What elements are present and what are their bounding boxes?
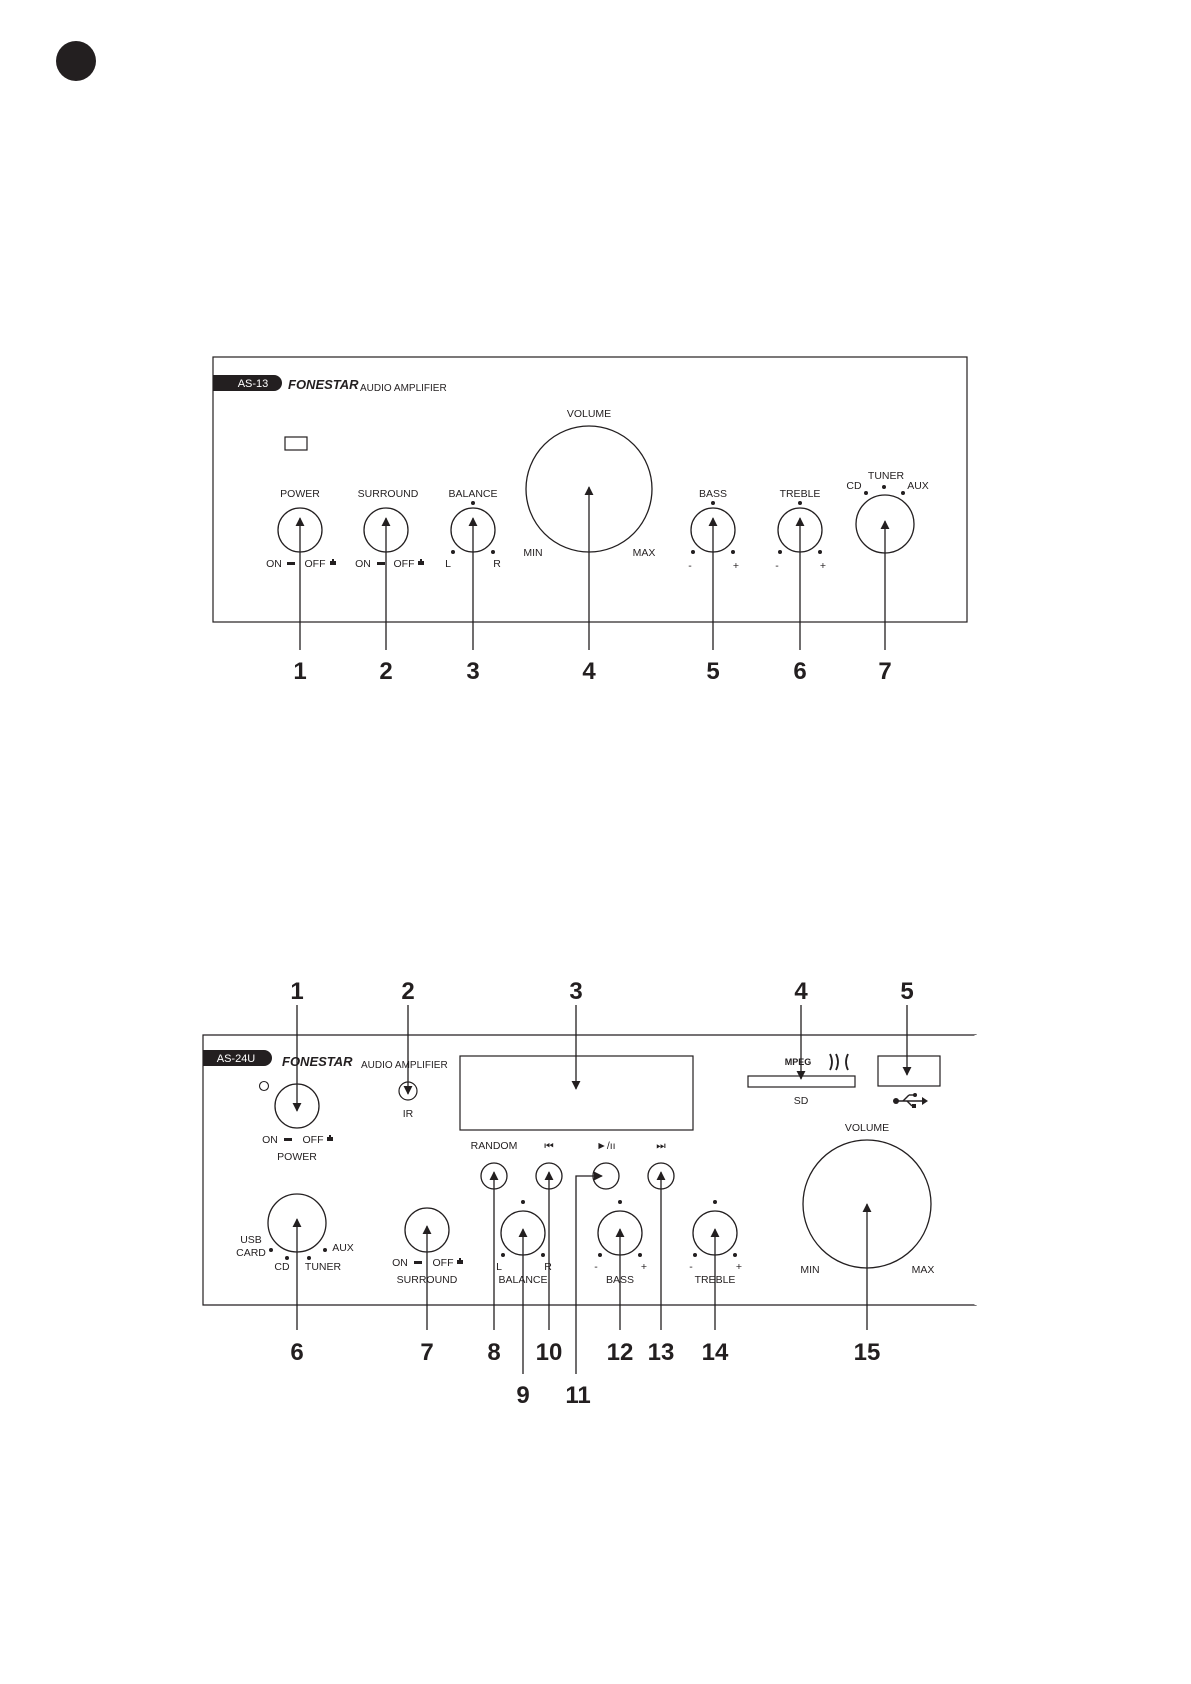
as13-tuner-label: TUNER bbox=[867, 470, 905, 482]
as24u-usb-port[interactable] bbox=[878, 1056, 940, 1086]
as24u-power-on-label: ON bbox=[262, 1134, 278, 1146]
as24u-treble-plus-label: + bbox=[735, 1261, 743, 1273]
as24u-mpeg-waves-icon bbox=[830, 1054, 848, 1070]
as13-callout-7: 7 bbox=[878, 658, 892, 685]
as13-treble-plus-label: + bbox=[819, 560, 827, 572]
as13-callouts bbox=[293, 658, 891, 685]
as13-brand-logo: FONESTAR bbox=[288, 377, 359, 392]
as13-power-on-label: ON bbox=[266, 558, 282, 570]
as13-power-off-label: OFF bbox=[304, 558, 326, 570]
as13-balance-l-label: L bbox=[445, 558, 451, 570]
as24u-callout-10: 10 bbox=[535, 1339, 563, 1366]
as13-volume-max-label: MAX bbox=[632, 547, 656, 559]
as24u-volume-max-label: MAX bbox=[911, 1264, 935, 1276]
as24u-callout-8: 8 bbox=[487, 1339, 501, 1366]
as13-callout-6: 6 bbox=[793, 658, 807, 685]
as24u-usb-label: USB bbox=[240, 1234, 262, 1246]
as24u-bass-label: BASS bbox=[605, 1274, 635, 1286]
as13-surround-on-label: ON bbox=[355, 558, 371, 570]
as24u-model-label: AS-24U bbox=[216, 1053, 256, 1065]
as24u-callout-15: 15 bbox=[853, 1339, 881, 1366]
as24u-cd-label: CD bbox=[274, 1261, 290, 1273]
as24u-surround-on-label: ON bbox=[392, 1257, 408, 1269]
as24u-balance-r-label: R bbox=[544, 1261, 552, 1273]
as13-power-label: POWER bbox=[280, 488, 320, 500]
as13-volume-label: VOLUME bbox=[566, 408, 612, 420]
as13-callout-4: 4 bbox=[582, 658, 596, 685]
as24u-subtitle: AUDIO AMPLIFIER bbox=[361, 1060, 448, 1071]
as24u-callout-5: 5 bbox=[900, 978, 914, 1005]
as24u-mpeg-logo: MPEG bbox=[784, 1057, 812, 1067]
as24u-power-label: POWER bbox=[277, 1151, 317, 1163]
as13-bass-label: BASS bbox=[698, 488, 728, 500]
as13-callout-2: 2 bbox=[379, 658, 393, 685]
as13-balance-label: BALANCE bbox=[448, 488, 498, 500]
as24u-bass-minus-label: - bbox=[594, 1261, 598, 1273]
as24u-treble-minus-label: - bbox=[689, 1261, 693, 1273]
as24u-front-panel bbox=[203, 1035, 976, 1305]
as24u-brand-logo: FONESTAR bbox=[282, 1054, 353, 1069]
as13-model-label: AS-13 bbox=[237, 378, 269, 390]
as24u-balance-l-label: L bbox=[496, 1261, 502, 1273]
usb-icon bbox=[893, 1093, 928, 1108]
as13-aux-label: AUX bbox=[907, 480, 929, 492]
as13-callout-5: 5 bbox=[706, 658, 720, 685]
as13-treble-minus-label: - bbox=[775, 560, 779, 572]
as24u-callout-11: 11 bbox=[565, 1382, 591, 1409]
as24u-treble-label: TREBLE bbox=[694, 1274, 736, 1286]
as24u-callout-7: 7 bbox=[420, 1339, 434, 1366]
as24u-tuner-label: TUNER bbox=[304, 1261, 342, 1273]
as24u-surround-label: SURROUND bbox=[396, 1274, 458, 1286]
as24u-ir-label: IR bbox=[402, 1108, 414, 1120]
as24u-card-label: CARD bbox=[236, 1247, 266, 1259]
as24u-power-off-label: OFF bbox=[302, 1134, 324, 1146]
as13-balance-r-label: R bbox=[493, 558, 501, 570]
as24u-aux-label: AUX bbox=[332, 1242, 354, 1254]
as24u-callout-1: 1 bbox=[290, 978, 304, 1005]
as24u-callout-3: 3 bbox=[569, 978, 583, 1005]
as24u-callout-4: 4 bbox=[794, 978, 808, 1005]
as24u-bass-plus-label: + bbox=[640, 1261, 648, 1273]
as24u-next-label: ⏭ bbox=[656, 1140, 666, 1152]
as13-front-panel bbox=[213, 357, 967, 622]
as24u-power-led bbox=[260, 1082, 269, 1091]
as24u-callout-6: 6 bbox=[290, 1339, 304, 1366]
as24u-callout-9: 9 bbox=[516, 1382, 530, 1409]
as24u-callout-2: 2 bbox=[401, 978, 415, 1005]
as13-callout-1: 1 bbox=[293, 658, 307, 685]
as24u-volume-min-label: MIN bbox=[800, 1264, 820, 1276]
as13-treble-label: TREBLE bbox=[779, 488, 821, 500]
as13-callout-3: 3 bbox=[466, 658, 480, 685]
as24u-play-pause-label: ►/ıı bbox=[596, 1140, 616, 1152]
as13-cd-label: CD bbox=[846, 480, 862, 492]
as13-surround-label: SURROUND bbox=[357, 488, 419, 500]
as24u-callout-13: 13 bbox=[647, 1339, 675, 1366]
as24u-sd-label: SD bbox=[793, 1095, 809, 1107]
as13-subtitle: AUDIO AMPLIFIER bbox=[360, 383, 447, 394]
as24u-balance-label: BALANCE bbox=[498, 1274, 548, 1286]
as24u-callout-12: 12 bbox=[606, 1339, 634, 1366]
as24u-volume-label: VOLUME bbox=[844, 1122, 890, 1134]
as13-bass-plus-label: + bbox=[732, 560, 740, 572]
as24u-callout-14: 14 bbox=[701, 1339, 729, 1366]
as13-bass-minus-label: - bbox=[688, 560, 692, 572]
as24u-prev-label: ⏮ bbox=[544, 1140, 554, 1152]
as24u-surround-off-label: OFF bbox=[432, 1257, 454, 1269]
as13-volume-min-label: MIN bbox=[523, 547, 543, 559]
as24u-random-label: RANDOM bbox=[470, 1140, 518, 1152]
as13-surround-off-label: OFF bbox=[393, 558, 415, 570]
